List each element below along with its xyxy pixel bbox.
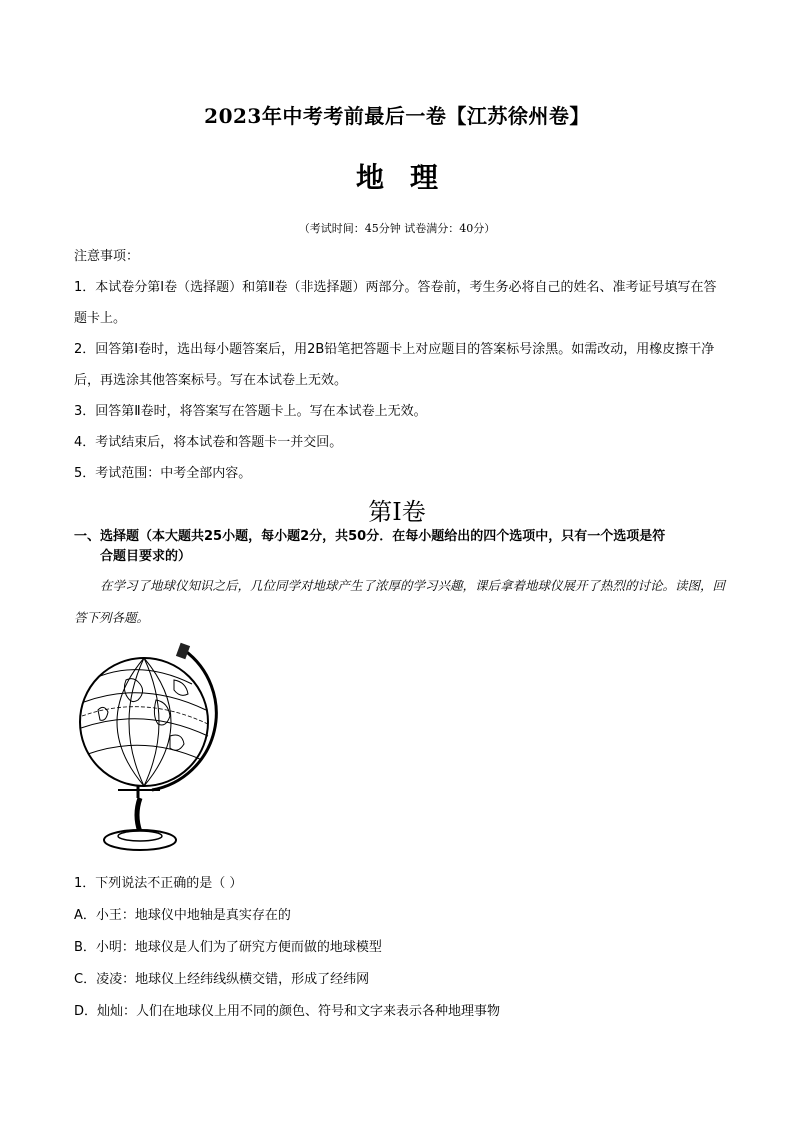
subject-title: 地理 <box>355 161 464 194</box>
globe-icon <box>74 640 234 860</box>
option-c: C．凌凌：地球仪上经纬线纵横交错，形成了经纬网 <box>74 972 370 987</box>
option-d: D．灿灿：人们在地球仪上用不同的颜色、符号和文字来表示各种地理事物 <box>74 1004 501 1019</box>
question-intro: 在学习了地球仪知识之后，几位同学对地球产生了浓厚的学习兴趣，课后拿着地球仪展开了热烈的讨论。读图，回答下列各题。 <box>74 578 726 625</box>
notice-item-5: 5．考试范围：中考全部内容。 <box>74 466 252 481</box>
exam-title: 2023年中考考前最后一卷【江苏徐州卷】 <box>204 104 590 128</box>
notice-item-1: 1．本试卷分第Ⅰ卷（选择题）和第Ⅱ卷（非选择题）两部分。答卷前，考生务必将自己的姓名、准考证号填写在答题卡上。 <box>74 280 717 326</box>
question-1 <box>74 868 724 1028</box>
notice-block <box>74 241 724 489</box>
section-heading: 第Ⅰ卷 <box>368 498 426 526</box>
choice-desc-line-1: 一、选择题（本大题共25小题，每小题2分，共50分．在每小题给出的四个选项中，只有一个选项是符 <box>74 529 666 544</box>
choice-desc-line-2: 合题目要求的） <box>100 549 192 564</box>
question-stem: 1．下列说法不正确的是（ ） <box>74 876 243 891</box>
option-b: B．小明：地球仪是人们为了研究方便而做的地球模型 <box>74 940 382 955</box>
option-a: A．小王：地球仪中地轴是真实存在的 <box>74 908 291 923</box>
notice-heading: 注意事项： <box>74 249 140 264</box>
choice-section-description <box>74 527 726 567</box>
notice-item-3: 3．回答第Ⅱ卷时，将答案写在答题卡上。写在本试卷上无效。 <box>74 404 427 419</box>
notice-item-4: 4．考试结束后，将本试卷和答题卡一并交回。 <box>74 435 343 450</box>
notice-item-2: 2．回答第Ⅰ卷时，选出每小题答案后，用2B铅笔把答题卡上对应题目的答案标号涂黑。如需改动，用橡皮擦干净后，再选涂其他答案标号。写在本试卷上无效。 <box>74 342 715 388</box>
exam-info: （考试时间：45分钟 试卷满分：40分） <box>298 222 496 235</box>
